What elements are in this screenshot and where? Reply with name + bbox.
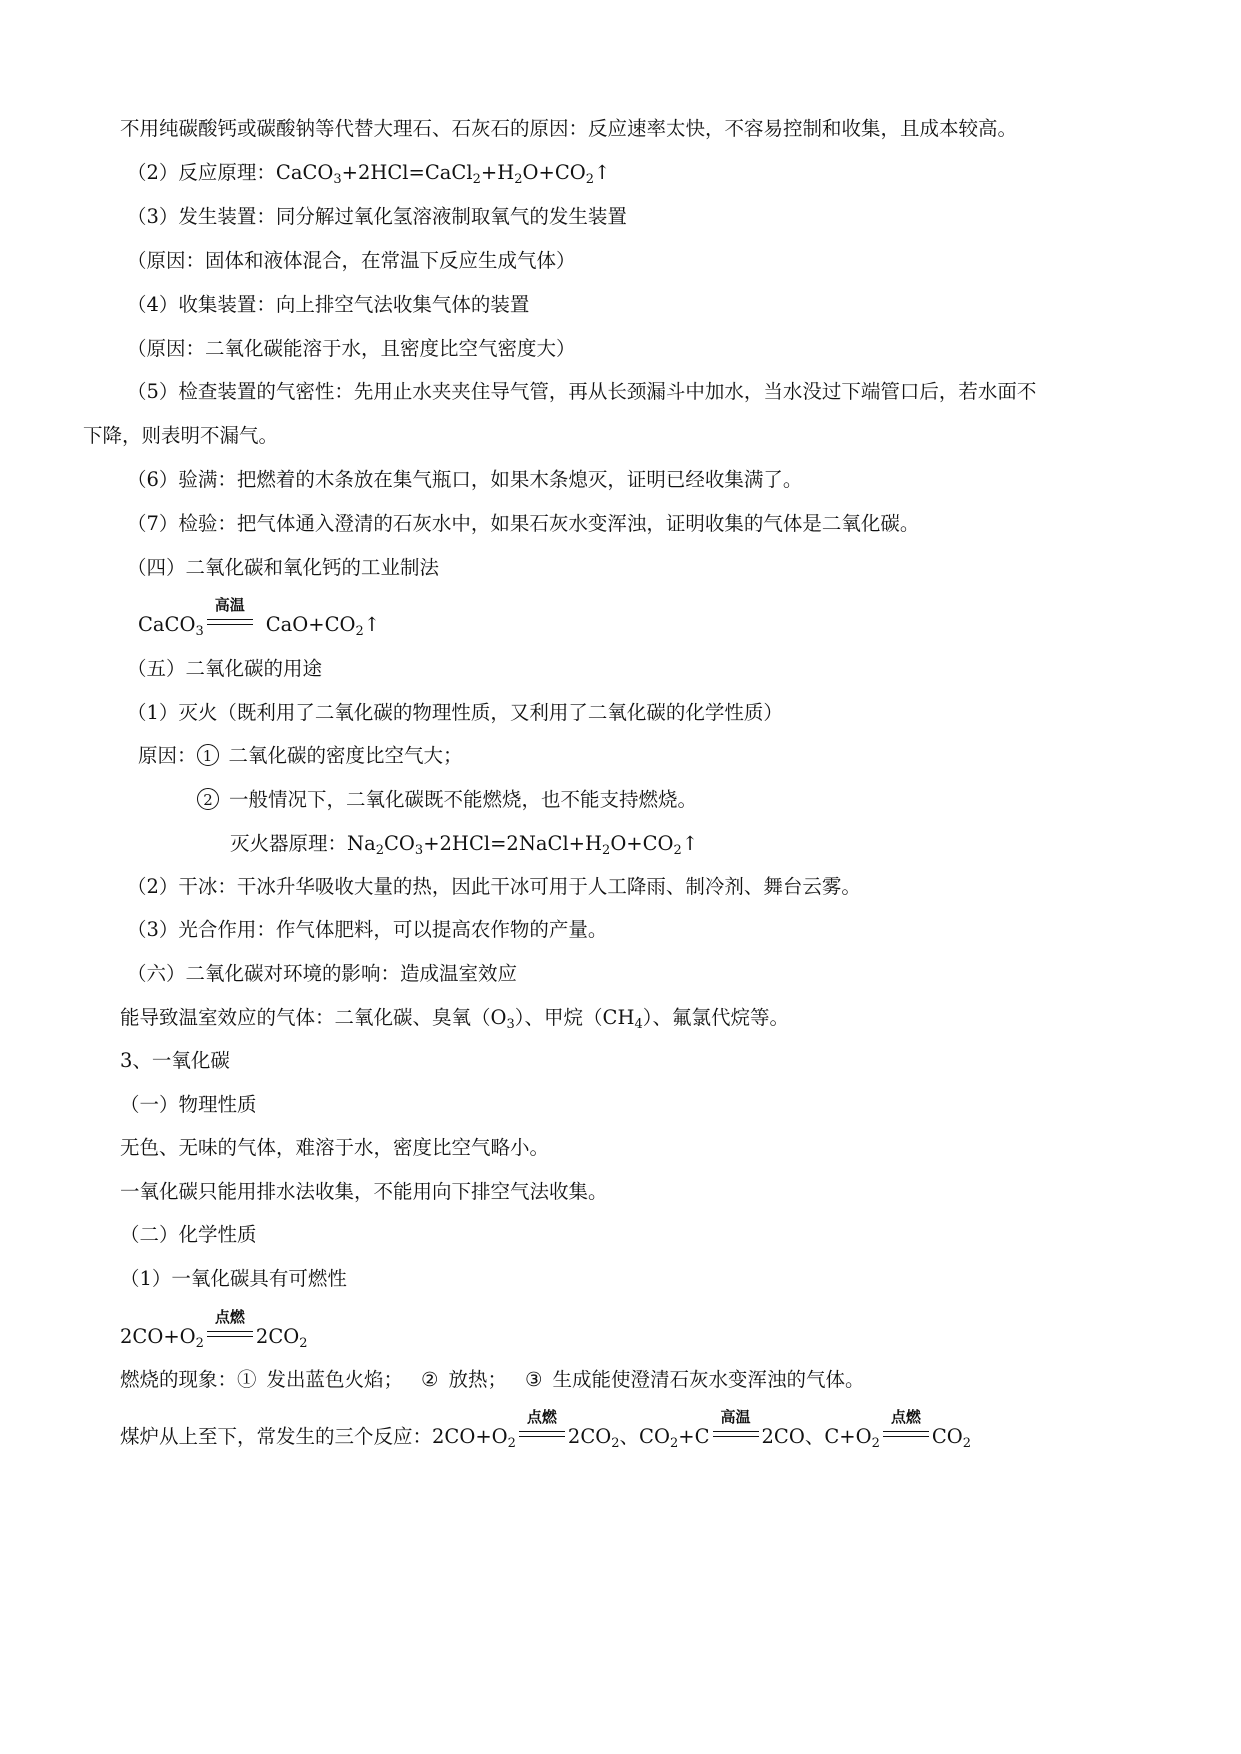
circled-number: 2 — [197, 788, 219, 810]
section-heading: （五）二氧化碳的用途 — [127, 657, 323, 680]
text-line: （4）收集装置：向上排空气法收集气体的装置 — [127, 293, 530, 316]
text-line: 燃烧的现象：① 发出蓝色火焰； ② 放热； ③ 生成能使澄清石灰水变浑浊的气体。 — [120, 1368, 865, 1391]
section-heading: （一）物理性质 — [120, 1093, 257, 1116]
text-line: 无色、无味的气体，难溶于水，密度比空气略小。 — [120, 1136, 550, 1159]
reaction-condition: 点燃 — [883, 1421, 929, 1449]
text-line: （1）灭火（既利用了二氧化碳的物理性质，又利用了二氧化碳的化学性质） — [127, 701, 783, 724]
section-heading: （二）化学性质 — [120, 1223, 257, 1246]
section-heading: （四）二氧化碳和氧化钙的工业制法 — [127, 556, 440, 579]
section-heading: （六）二氧化碳对环境的影响：造成温室效应 — [127, 962, 518, 985]
text-line: （2）干冰：干冰升华吸收大量的热，因此干冰可用于人工降雨、制冷剂、舞台云雾。 — [127, 875, 861, 898]
text-line: 能导致温室效应的气体：二氧化碳、臭氧$(O_3)$、甲烷$(CH_4)$、氟氯代烷等。 — [120, 1006, 790, 1032]
reaction-condition: 点燃 — [207, 1321, 253, 1349]
text-line: （6）验满：把燃着的木条放在集气瓶口，如果木条熄灭，证明已经收集满了。 — [127, 468, 803, 491]
text-line: 不用纯碳酸钙或碳酸钠等代替大理石、石灰石的原因：反应速率太快，不容易控制和收集，且成本较高。 — [120, 117, 1018, 140]
text-line: 原因： 1 二氧化碳的密度比空气大； — [138, 744, 463, 767]
reaction-condition: 高温 — [207, 609, 253, 637]
text-line: 2 一般情况下，二氧化碳既不能燃烧，也不能支持燃烧。 — [197, 786, 697, 814]
equation-line: $2CO+O_2$ 点燃 $2CO_2$ — [120, 1308, 308, 1351]
circled-number: 1 — [197, 744, 219, 766]
text-line: 下降，则表明不漏气。 — [83, 424, 279, 447]
reaction-condition: 高温 — [713, 1421, 759, 1449]
reaction-condition: 点燃 — [519, 1421, 565, 1449]
text-line: （3）发生装置：同分解过氧化氢溶液制取氧气的发生装置 — [127, 205, 627, 228]
text-line: （7）检验：把气体通入澄清的石灰水中，如果石灰水变浑浊，证明收集的气体是二氧化碳。 — [127, 512, 920, 535]
reaction-principle-line: （2）反应原理：$CaCO_3+2HCl=CaCl_2+H_2O+CO_2↑$ — [127, 161, 611, 187]
equation-line: 煤炉从上至下，常发生的三个反应：$2CO+O_2$ 点燃 $2CO_2$、$CO_2+C$ 高温 2CO、$C+O_2$ 点燃 $CO_2$ — [120, 1408, 972, 1451]
text-line: （3）光合作用：作气体肥料，可以提高农作物的产量。 — [127, 918, 608, 941]
text-line: （原因：固体和液体混合，在常温下反应生成气体） — [127, 249, 576, 272]
section-heading: 3、一氧化碳 — [120, 1049, 230, 1072]
equation-line: 灭火器原理：$Na_2CO_3+2HCl=2NaCl+H_2O+CO_2↑$ — [230, 832, 699, 858]
text-line: （原因：二氧化碳能溶于水，且密度比空气密度大） — [127, 337, 576, 360]
text-line: （1）一氧化碳具有可燃性 — [120, 1267, 347, 1290]
text-line: 一氧化碳只能用排水法收集，不能用向下排空气法收集。 — [120, 1180, 608, 1203]
equation-line: CaCO$_3$ 高温 $CaO+CO_2↑$ — [138, 596, 381, 639]
text-line: （5）检查装置的气密性：先用止水夹夹住导气管，再从长颈漏斗中加水，当水没过下端管口后，若水面不 — [127, 380, 1037, 403]
